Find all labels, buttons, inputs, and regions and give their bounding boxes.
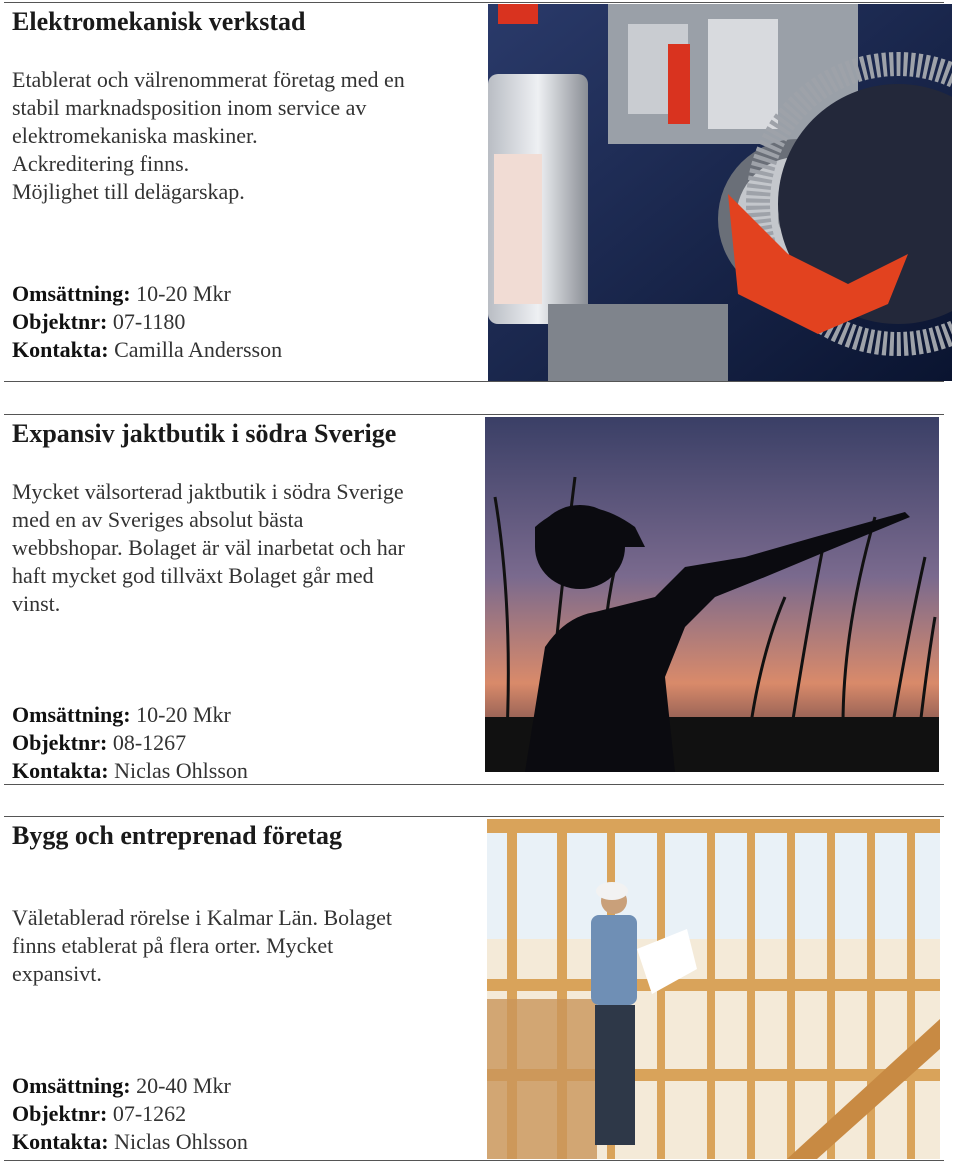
description-line: vinst.: [12, 591, 61, 616]
turnover-value: 10-20 Mkr: [136, 281, 231, 306]
listing-2-text: [12, 418, 472, 450]
divider: [4, 816, 944, 817]
contact-row: [12, 1128, 248, 1156]
object-row: [12, 729, 248, 757]
hunter-silhouette-photo: [485, 417, 939, 772]
contact-label: Kontakta:: [12, 758, 109, 783]
turnover-label: Omsättning:: [12, 281, 131, 306]
description-line: Mycket välsorterad jaktbutik i södra Sverige: [12, 479, 404, 504]
listing-1-facts: [12, 280, 282, 364]
description-line: Väletablerad rörelse i Kalmar Län. Bolaget: [12, 905, 392, 930]
contact-value: Camilla Andersson: [114, 337, 283, 362]
description-line: stabil marknadsposition inom service av: [12, 95, 367, 120]
object-value: 08-1267: [112, 730, 187, 755]
contact-row: [12, 757, 248, 785]
description-line: Ackreditering finns.: [12, 151, 190, 176]
description-line: Möjlighet till delägarskap.: [12, 179, 245, 204]
divider: [4, 414, 944, 415]
object-label: Objektnr:: [12, 1101, 108, 1126]
listing-title: Expansiv jaktbutik i södra Sverige: [12, 419, 397, 448]
contact-value: Niclas Ohlsson: [114, 758, 248, 783]
description-line: webbshopar. Bolaget är väl inarbetat och har: [12, 535, 405, 560]
description-line: haft mycket god tillväxt Bolaget går med: [12, 563, 374, 588]
contact-label: Kontakta:: [12, 1129, 109, 1154]
turnover-value: 20-40 Mkr: [136, 1073, 231, 1098]
turnover-row: [12, 1072, 248, 1100]
contact-value: Niclas Ohlsson: [114, 1129, 248, 1154]
listing-3-text: [12, 820, 472, 852]
divider: [4, 784, 944, 785]
turnover-label: Omsättning:: [12, 702, 131, 727]
construction-frame-photo: [487, 819, 940, 1159]
listing-1-description: [12, 66, 472, 206]
listing-2-facts: [12, 701, 248, 785]
listing-3-facts: [12, 1072, 248, 1156]
turnover-row: [12, 701, 248, 729]
turnover-value: 10-20 Mkr: [136, 702, 231, 727]
object-row: [12, 1100, 248, 1128]
engine-gears-photo: [488, 4, 952, 381]
description-line: elektromekaniska maskiner.: [12, 123, 258, 148]
listing-1-text: [12, 6, 472, 38]
contact-row: [12, 336, 282, 364]
object-label: Objektnr:: [12, 730, 108, 755]
description-line: finns etablerat på flera orter. Mycket: [12, 933, 334, 958]
description-line: Etablerat och välrenommerat företag med en: [12, 67, 405, 92]
description-line: med en av Sveriges absolut bästa: [12, 507, 304, 532]
listing-title: Elektromekanisk verkstad: [12, 7, 306, 36]
contact-label: Kontakta:: [12, 337, 109, 362]
listing-title: Bygg och entreprenad företag: [12, 821, 343, 850]
listing-2-description: [12, 478, 472, 618]
object-label: Objektnr:: [12, 309, 108, 334]
divider: [4, 2, 944, 3]
divider: [4, 1160, 944, 1161]
description-line: expansivt.: [12, 961, 102, 986]
turnover-row: [12, 280, 282, 308]
object-value: 07-1262: [112, 1101, 187, 1126]
divider: [4, 381, 944, 382]
turnover-label: Omsättning:: [12, 1073, 131, 1098]
listing-3-description: [12, 904, 472, 988]
object-row: [12, 308, 282, 336]
object-value: 07-1180: [112, 309, 186, 334]
